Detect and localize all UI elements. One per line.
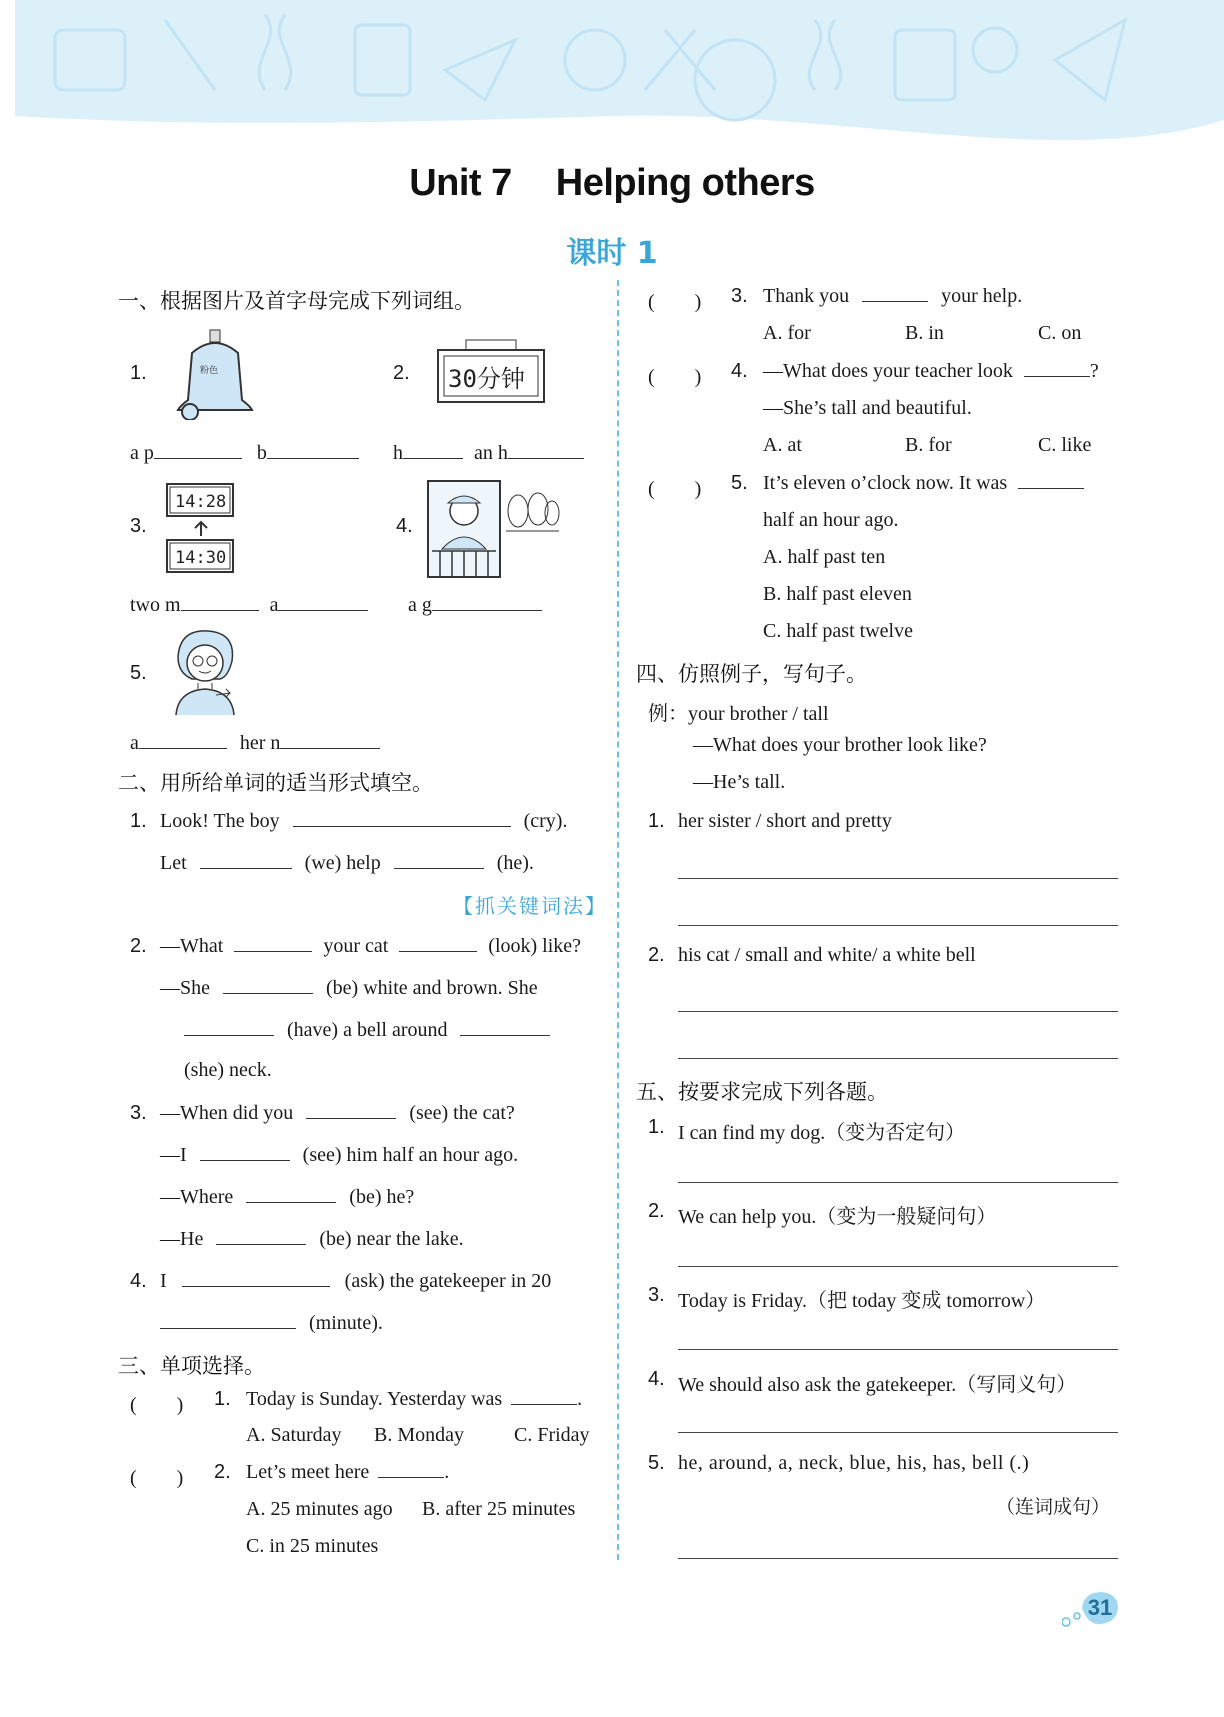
s2-q3-blank-2[interactable] bbox=[200, 1159, 290, 1161]
unit-label: Unit 7 bbox=[409, 162, 512, 204]
s3-q4-line: —What does your teacher look ? bbox=[763, 360, 1099, 382]
section-1-heading: 一、根据图片及首字母完成下列词组。 bbox=[118, 289, 475, 313]
s2-q4-text-b: (ask) the gatekeeper in 20 bbox=[344, 1270, 552, 1292]
s3-q4-opt-a[interactable]: A. at bbox=[763, 434, 802, 456]
s3-number-2: 2. bbox=[214, 1461, 231, 1483]
unit-title: Helping others bbox=[555, 162, 815, 204]
s3-q4-opt-b[interactable]: B. for bbox=[905, 434, 952, 456]
s4-example-a: your brother / tall bbox=[688, 703, 829, 725]
s2-q3-text-g: —He bbox=[160, 1228, 204, 1250]
s2-q2-line-2 bbox=[160, 977, 538, 1000]
s3-q2-opt-c[interactable]: C. in 25 minutes bbox=[246, 1535, 379, 1557]
s1-q4-prefix: a g bbox=[408, 594, 432, 616]
s2-number-3: 3. bbox=[130, 1102, 147, 1124]
s3-number-1: 1. bbox=[214, 1388, 231, 1410]
s5-number-4: 4. bbox=[648, 1368, 665, 1390]
s1-q5-prefix-a: a bbox=[130, 732, 139, 754]
s2-q1-blank-2[interactable] bbox=[200, 867, 292, 869]
s5-number-1: 1. bbox=[648, 1116, 665, 1138]
clock-sign-text: 30分钟 bbox=[448, 365, 525, 393]
s3-q1-opt-a[interactable]: A. Saturday bbox=[246, 1424, 342, 1446]
s3-q3-opt-b[interactable]: B. in bbox=[905, 322, 944, 344]
s1-number-2: 2. bbox=[393, 362, 410, 384]
s3-q4-answer-paren[interactable]: ( ) bbox=[648, 366, 702, 388]
s5-q2-answer-line[interactable] bbox=[678, 1266, 1118, 1267]
s5-q1-text: I can find my dog.（变为否定句） bbox=[678, 1122, 966, 1144]
s3-q2-blank[interactable] bbox=[378, 1476, 444, 1478]
s2-q3-text-b: (see) the cat? bbox=[409, 1102, 515, 1124]
s5-q2-text: We can help you.（变为一般疑问句） bbox=[678, 1206, 997, 1228]
s1-q4-line bbox=[408, 594, 542, 617]
s4-example-line-1 bbox=[648, 697, 829, 726]
s4-q1-answer-line-2[interactable] bbox=[678, 925, 1118, 926]
page-number-badge bbox=[1062, 1586, 1120, 1630]
s1-q2-blank-a[interactable] bbox=[403, 457, 463, 459]
clock-sign-picture bbox=[436, 338, 548, 406]
s1-number-3: 3. bbox=[130, 515, 147, 537]
s2-q2-text-c: (look) like? bbox=[488, 935, 582, 957]
s2-q3-line-2 bbox=[160, 1144, 518, 1167]
s2-q1-text-c: Let bbox=[160, 852, 187, 874]
s2-q1-text-d: (we) help bbox=[304, 852, 381, 874]
s1-q5-line bbox=[130, 732, 380, 755]
s2-q3-line-1 bbox=[160, 1102, 515, 1125]
s2-q2-text-d: —She bbox=[160, 977, 210, 999]
s3-q1-line: Today is Sunday. Yesterday was . bbox=[246, 1388, 583, 1410]
s4-example-c: —He’s tall. bbox=[693, 771, 786, 793]
s1-q1-blank-b[interactable] bbox=[267, 457, 359, 459]
section-5-heading: 五、按要求完成下列各题。 bbox=[636, 1080, 888, 1104]
time-change-picture bbox=[165, 476, 237, 576]
column-divider bbox=[617, 280, 619, 1560]
s2-q2-text-e: (be) white and brown. She bbox=[326, 977, 538, 999]
s3-q4-blank[interactable] bbox=[1024, 375, 1090, 377]
s2-q3-text-e: —Where bbox=[160, 1186, 234, 1208]
s3-q5-opt-a[interactable]: A. half past ten bbox=[763, 546, 886, 568]
s1-q2-line bbox=[393, 442, 584, 465]
s5-q3-answer-line[interactable] bbox=[678, 1349, 1118, 1350]
s5-number-5: 5. bbox=[648, 1452, 665, 1474]
girl-picture bbox=[168, 627, 240, 717]
s3-q3-text-a: Thank you bbox=[763, 285, 850, 307]
s3-q1-text: Today is Sunday. Yesterday was bbox=[246, 1388, 503, 1410]
s3-q2-text: Let’s meet here bbox=[246, 1461, 370, 1483]
s3-q2-opt-a[interactable]: A. 25 minutes ago bbox=[246, 1498, 393, 1520]
s5-q4-text: We should also ask the gatekeeper.（写同义句） bbox=[678, 1374, 1077, 1396]
s2-q4-line-1 bbox=[160, 1270, 551, 1293]
s1-q1-blank-a[interactable] bbox=[154, 457, 242, 459]
s2-q4-line-2 bbox=[160, 1312, 383, 1335]
key-word-hint: 【抓关键词法】 bbox=[453, 894, 607, 918]
s2-q2-blank-5[interactable] bbox=[460, 1034, 550, 1036]
s2-q1-text-a: Look! The boy bbox=[160, 810, 280, 832]
s2-q4-text-a: I bbox=[160, 1270, 167, 1292]
s4-example-b: —What does your brother look like? bbox=[693, 734, 987, 756]
s1-q5-prefix-b: her n bbox=[239, 732, 281, 754]
s2-q1-text-e: (he). bbox=[496, 852, 534, 874]
s2-q2-blank-1[interactable] bbox=[234, 950, 312, 952]
s5-q1-answer-line[interactable] bbox=[678, 1182, 1118, 1183]
s2-q3-line-4 bbox=[160, 1228, 464, 1251]
s3-q3-opt-a[interactable]: A. for bbox=[763, 322, 811, 344]
s3-q4-opt-c[interactable]: C. like bbox=[1038, 434, 1092, 456]
s2-q1-blank-3[interactable] bbox=[394, 867, 484, 869]
s2-q1-line-1 bbox=[160, 810, 567, 833]
s3-q4-text-b: —She’s tall and beautiful. bbox=[763, 397, 972, 419]
s2-q1-blank-1[interactable] bbox=[293, 825, 511, 827]
s1-q1-line bbox=[130, 442, 359, 465]
s3-q1-opt-c[interactable]: C. Friday bbox=[514, 1424, 590, 1446]
s5-q5-note: （连词成句） bbox=[996, 1496, 1111, 1518]
time-before: 14:28 bbox=[175, 492, 227, 512]
s2-q2-blank-4[interactable] bbox=[184, 1034, 274, 1036]
s3-q2-line: Let’s meet here . bbox=[246, 1461, 450, 1483]
page-title bbox=[0, 162, 1224, 205]
s1-q3-line bbox=[130, 594, 368, 617]
s2-q2-text-b: your cat bbox=[323, 935, 389, 957]
s4-example-label: 例： bbox=[648, 701, 688, 725]
s2-q4-blank-1[interactable] bbox=[182, 1285, 330, 1287]
s1-q3-prefix-a: two m bbox=[130, 594, 181, 616]
s3-q3-blank[interactable] bbox=[862, 300, 928, 302]
s2-number-2: 2. bbox=[130, 935, 147, 957]
s3-q2-answer-paren[interactable]: ( ) bbox=[130, 1467, 184, 1489]
s1-q1-prefix-a: a p bbox=[130, 442, 154, 464]
s5-q5-text: he, around, a, neck, blue, his, has, bell (.) bbox=[678, 1452, 1030, 1474]
s2-q3-text-h: (be) near the lake. bbox=[319, 1228, 464, 1250]
s4-number-1: 1. bbox=[648, 810, 665, 832]
lesson-label: 课时 1 bbox=[566, 236, 658, 271]
s5-number-2: 2. bbox=[648, 1200, 665, 1222]
s4-q2-answer-line-1[interactable] bbox=[678, 1011, 1118, 1012]
s3-q5-text-b: half an hour ago. bbox=[763, 509, 899, 531]
s1-number-1: 1. bbox=[130, 362, 147, 384]
s3-number-3: 3. bbox=[731, 285, 748, 307]
gatekeeper-picture bbox=[426, 475, 561, 579]
s2-q1-text-b: (cry). bbox=[523, 810, 568, 832]
s2-q2-line-1 bbox=[160, 935, 581, 958]
s4-q2-answer-line-2[interactable] bbox=[678, 1058, 1118, 1059]
s1-q2-prefix-b: an h bbox=[474, 442, 508, 464]
s1-q3-prefix-b: a bbox=[269, 594, 279, 616]
section-4-heading: 四、仿照例子，写句子。 bbox=[636, 662, 867, 686]
s2-q3-text-d: (see) him half an hour ago. bbox=[302, 1144, 519, 1166]
s1-q5-blank-b[interactable] bbox=[280, 747, 380, 749]
s3-q2-opt-b[interactable]: B. after 25 minutes bbox=[422, 1498, 576, 1520]
time-after: 14:30 bbox=[175, 548, 227, 568]
s1-q1-prefix-b: b bbox=[256, 442, 267, 464]
s3-q5-opt-b[interactable]: B. half past eleven bbox=[763, 583, 912, 605]
s3-q5-answer-paren[interactable]: ( ) bbox=[648, 478, 702, 500]
s3-q5-blank[interactable] bbox=[1018, 487, 1084, 489]
s2-q3-text-f: (be) he? bbox=[349, 1186, 415, 1208]
s1-q3-blank-a[interactable] bbox=[181, 609, 259, 611]
s3-q5-text-a: It’s eleven o’clock now. It was bbox=[763, 472, 1008, 494]
s1-number-5: 5. bbox=[130, 662, 147, 684]
s4-q2-text: his cat / small and white/ a white bell bbox=[678, 944, 976, 966]
s1-number-4: 4. bbox=[396, 515, 413, 537]
s2-number-1: 1. bbox=[130, 810, 147, 832]
s1-q2-blank-b[interactable] bbox=[508, 457, 584, 459]
s2-q3-text-c: —I bbox=[160, 1144, 187, 1166]
s3-q3-opt-c[interactable]: C. on bbox=[1038, 322, 1082, 344]
s3-q5-opt-c[interactable]: C. half past twelve bbox=[763, 620, 913, 642]
s2-q4-blank-2[interactable] bbox=[160, 1327, 296, 1329]
page-number: 31 bbox=[1087, 1595, 1113, 1620]
s3-q3-text-b: your help. bbox=[941, 285, 1023, 307]
s3-number-4: 4. bbox=[731, 360, 748, 382]
s2-q3-blank-4[interactable] bbox=[216, 1243, 306, 1245]
s1-q4-blank[interactable] bbox=[432, 609, 542, 611]
section-2-heading: 二、用所给单词的适当形式填空。 bbox=[118, 771, 433, 795]
s2-q4-text-c: (minute). bbox=[309, 1312, 383, 1334]
s3-q1-opt-b[interactable]: B. Monday bbox=[374, 1424, 464, 1446]
s4-number-2: 2. bbox=[648, 944, 665, 966]
s5-q3-text: Today is Friday.（把 today 变成 tomorrow） bbox=[678, 1290, 1046, 1312]
s3-q4-text-a: —What does your teacher look bbox=[763, 360, 1013, 382]
s4-q1-text: her sister / short and pretty bbox=[678, 810, 892, 832]
section-3-heading: 三、单项选择。 bbox=[118, 1354, 265, 1378]
s4-q1-answer-line-1[interactable] bbox=[678, 878, 1118, 879]
s3-q5-line bbox=[763, 472, 1084, 495]
s1-q3-blank-b[interactable] bbox=[278, 609, 368, 611]
s3-q3-answer-paren[interactable]: ( ) bbox=[648, 291, 702, 313]
s2-q3-blank-1[interactable] bbox=[306, 1117, 396, 1119]
s1-q2-prefix-a: h bbox=[393, 442, 403, 464]
s2-q2-text-g: (she) neck. bbox=[184, 1059, 272, 1081]
s2-q2-blank-3[interactable] bbox=[223, 992, 313, 994]
s3-q3-line bbox=[763, 285, 1022, 308]
s3-q1-answer-paren[interactable]: ( ) bbox=[130, 1394, 184, 1416]
s2-q2-text-a: —What bbox=[160, 935, 224, 957]
s5-number-3: 3. bbox=[648, 1284, 665, 1306]
bell-picture bbox=[170, 328, 260, 420]
s2-q1-line-2 bbox=[160, 852, 534, 875]
s2-q3-blank-3[interactable] bbox=[246, 1201, 336, 1203]
s3-number-5: 5. bbox=[731, 472, 748, 494]
s2-number-4: 4. bbox=[130, 1270, 147, 1292]
s5-q4-answer-line[interactable] bbox=[678, 1432, 1118, 1433]
s2-q2-line-3 bbox=[184, 1019, 550, 1042]
s2-q3-line-3 bbox=[160, 1186, 414, 1209]
s2-q2-blank-2[interactable] bbox=[399, 950, 477, 952]
s2-q3-text-a: —When did you bbox=[160, 1102, 294, 1124]
bell-label: 粉色 bbox=[200, 366, 219, 376]
header-banner bbox=[15, 0, 1224, 150]
s5-q5-answer-line[interactable] bbox=[678, 1558, 1118, 1559]
s1-q5-blank-a[interactable] bbox=[139, 747, 227, 749]
s3-q1-blank[interactable] bbox=[511, 1403, 577, 1405]
s2-q2-text-f: (have) a bell around bbox=[287, 1019, 448, 1041]
